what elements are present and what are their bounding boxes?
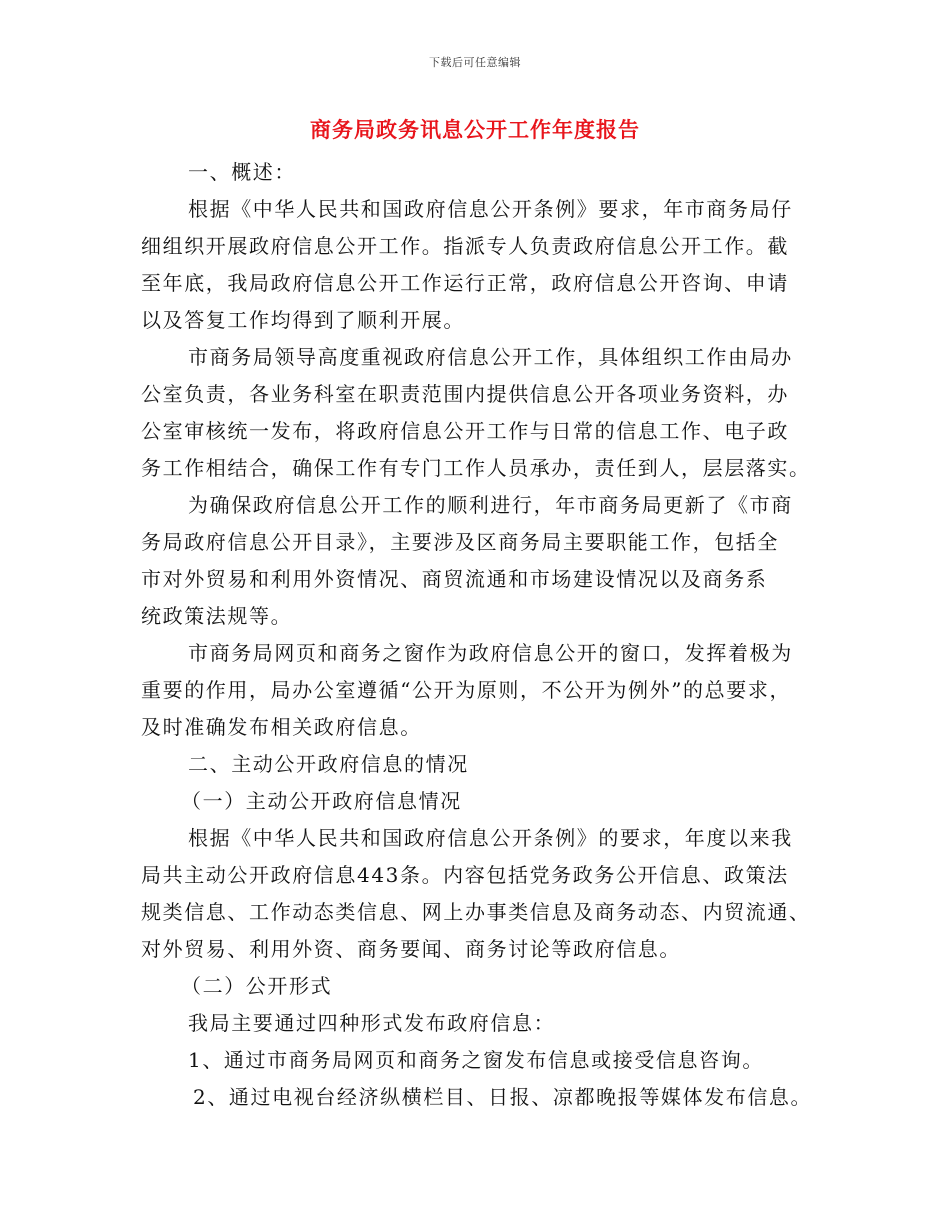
paragraph-line: 务工作相结合，确保工作有专门工作人员承办，责任到人，层层落实。 bbox=[141, 456, 811, 480]
paragraph-line: 根据《中华人民共和国政府信息公开条例》的要求，年度以来我 bbox=[188, 826, 793, 850]
document-title: 商务局政务讯息公开工作年度报告 bbox=[310, 117, 640, 142]
list-item: 2、通过电视台经济纵横栏目、日报、凉都晚报等媒体发布信息。 bbox=[193, 1085, 813, 1109]
paragraph-line: 局共主动公开政府信息443条。内容包括党务政务公开信息、政策法 bbox=[141, 863, 789, 887]
paragraph-line: 根据《中华人民共和国政府信息公开条例》要求，年市商务局仔 bbox=[188, 197, 793, 221]
header-note: 下载后可任意编辑 bbox=[429, 56, 521, 69]
paragraph-line: 务局政府信息公开目录》，主要涉及区商务局主要职能工作，包括全 bbox=[141, 530, 779, 554]
document-body bbox=[141, 154, 813, 1116]
subsection-heading: （二）公开形式 bbox=[181, 974, 333, 998]
paragraph-line: 统政策法规等。 bbox=[141, 604, 293, 628]
paragraph-line: 重要的作用，局办公室遵循“公开为原则，不公开为例外”的总要求， bbox=[141, 678, 792, 702]
paragraph-line: 市商务局网页和商务之窗作为政府信息公开的窗口，发挥着极为 bbox=[188, 641, 793, 665]
paragraph-line: 我局主要通过四种形式发布政府信息： bbox=[188, 1011, 556, 1035]
section-heading: 一、概述： bbox=[188, 160, 296, 184]
paragraph-line: 市对外贸易和利用外资情况、商贸流通和市场建设情况以及商务系 bbox=[141, 567, 768, 591]
paragraph-line: 以及答复工作均得到了顺利开展。 bbox=[141, 308, 465, 332]
paragraph-line: 细组织开展政府信息公开工作。指派专人负责政府信息公开工作。截 bbox=[141, 234, 789, 258]
paragraph-line: 对外贸易、利用外资、商务要闻、商务讨论等政府信息。 bbox=[141, 937, 681, 961]
paragraph-line: 至年底，我局政府信息公开工作运行正常，政府信息公开咨询、申请 bbox=[141, 271, 789, 295]
paragraph-line: 公室审核统一发布，将政府信息公开工作与日常的信息工作、电子政 bbox=[141, 419, 789, 443]
paragraph-line: 公室负责，各业务科室在职责范围内提供信息公开各项业务资料，办 bbox=[141, 382, 789, 406]
paragraph-line: 及时准确发布相关政府信息。 bbox=[141, 715, 422, 739]
paragraph-line: 为确保政府信息公开工作的顺利进行，年市商务局更新了《市商 bbox=[188, 493, 793, 517]
paragraph-line: 规类信息、工作动态类信息、网上办事类信息及商务动态、内贸流通、 bbox=[141, 900, 811, 924]
paragraph-line: 市商务局领导高度重视政府信息公开工作，具体组织工作由局办 bbox=[188, 345, 793, 369]
list-item: 1、通过市商务局网页和商务之窗发布信息或接受信息咨询。 bbox=[188, 1048, 764, 1072]
section-heading: 二、主动公开政府信息的情况 bbox=[188, 752, 469, 776]
subsection-heading: （一）主动公开政府信息情况 bbox=[181, 789, 462, 813]
